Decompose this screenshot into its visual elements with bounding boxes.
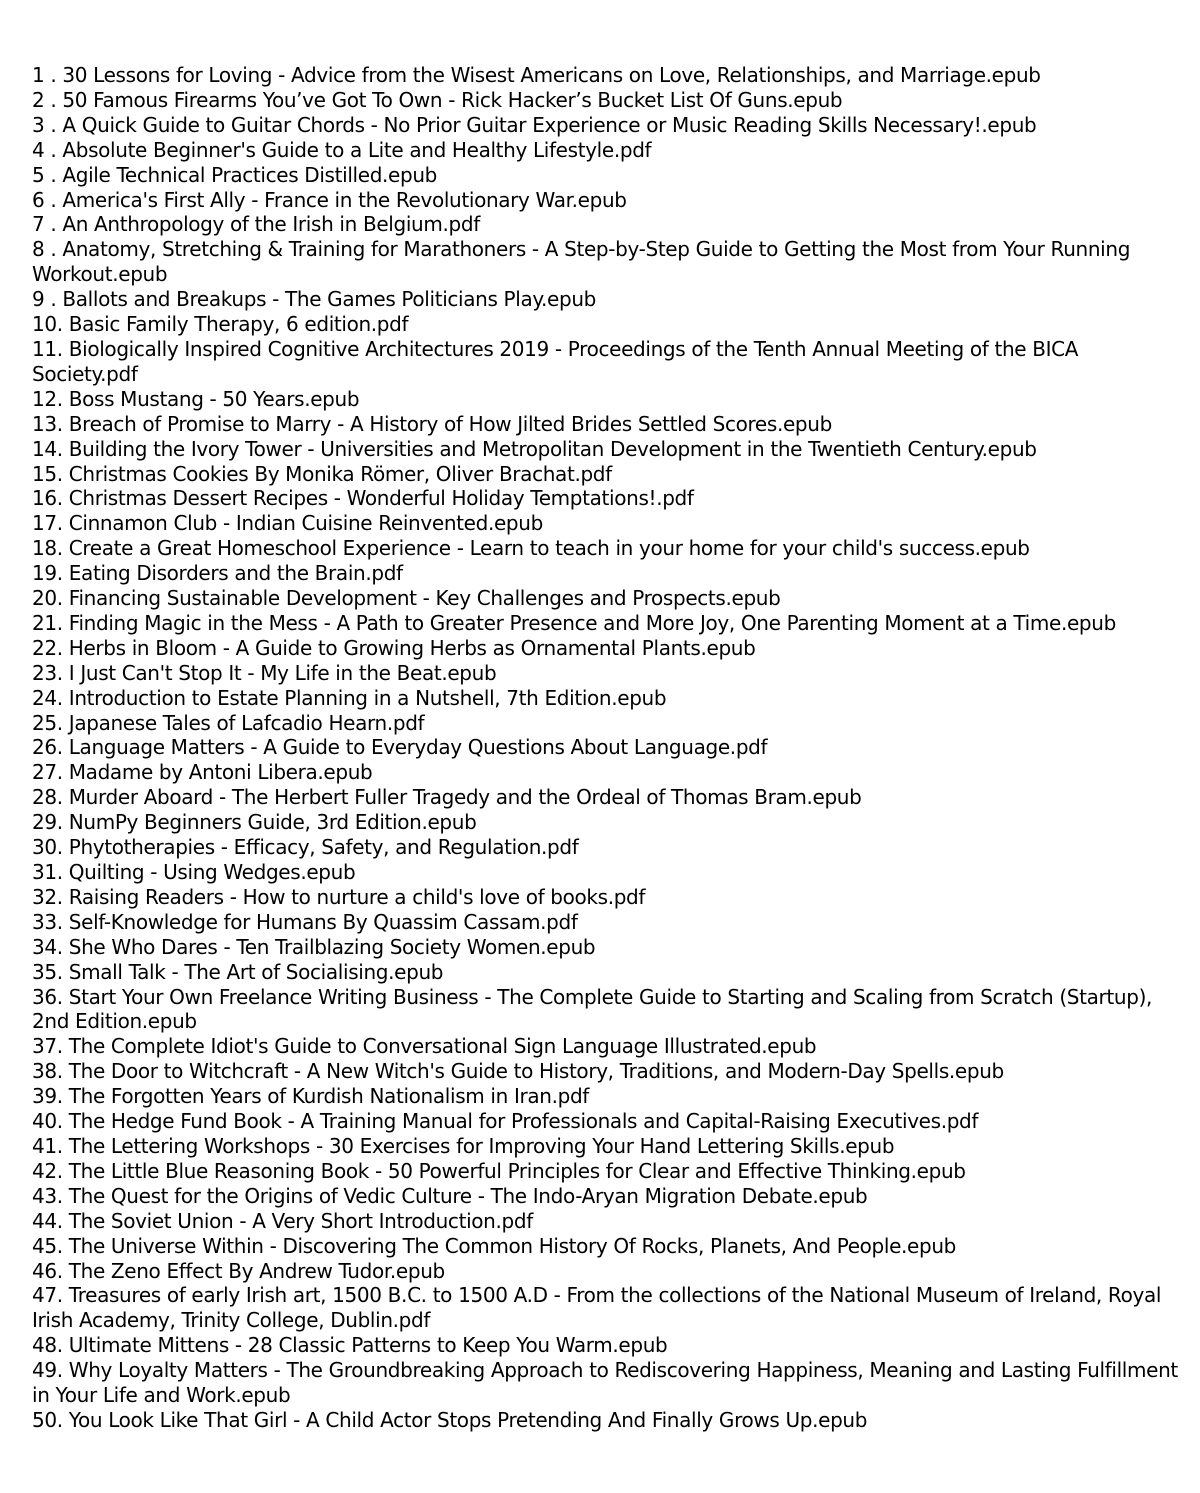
- list-item: 35. Small Talk - The Art of Socialising.epub: [32, 959, 444, 984]
- list-item: 29. NumPy Beginners Guide, 3rd Edition.epub: [32, 810, 477, 835]
- list-item: 39. The Forgotten Years of Kurdish Nationalism in Iran.pdf: [32, 1084, 589, 1109]
- list-item: 36. Start Your Own Freelance Writing Business - The Complete Guide to Starting and Scaling from Scratch (Startup), 2nd Edition.epub: [32, 984, 1153, 1034]
- list-item: 4 . Absolute Beginner's Guide to a Lite and Healthy Lifestyle.pdf: [32, 137, 652, 162]
- list-item: 37. The Complete Idiot's Guide to Conversational Sign Language Illustrated.epub: [32, 1034, 817, 1059]
- list-item: 16. Christmas Dessert Recipes - Wonderful Holiday Temptations!.pdf: [32, 486, 694, 511]
- list-item: 25. Japanese Tales of Lafcadio Hearn.pdf: [32, 710, 425, 735]
- list-item: 28. Murder Aboard - The Herbert Fuller Tragedy and the Ordeal of Thomas Bram.epub: [32, 785, 862, 810]
- list-item: 21. Finding Magic in the Mess - A Path to Greater Presence and More Joy, One Parenting Moment at a Time.epub: [32, 610, 1116, 635]
- list-item: 20. Financing Sustainable Development - Key Challenges and Prospects.epub: [32, 586, 781, 611]
- list-item: 49. Why Loyalty Matters - The Groundbreaking Approach to Rediscovering Happiness, Meaning and Lasting Fulfillment in Your Life and Work.epub: [32, 1358, 1178, 1408]
- list-item: 24. Introduction to Estate Planning in a Nutshell, 7th Edition.epub: [32, 685, 667, 710]
- list-item: 11. Biologically Inspired Cognitive Architectures 2019 - Proceedings of the Tenth Annual Meeting of the BICA Society.pdf: [32, 336, 1079, 386]
- list-item: 23. I Just Can't Stop It - My Life in the Beat.epub: [32, 660, 497, 685]
- list-item: 2 . 50 Famous Firearms You’ve Got To Own - Rick Hacker’s Bucket List Of Guns.epub: [32, 87, 843, 112]
- list-item: 3 . A Quick Guide to Guitar Chords - No Prior Guitar Experience or Music Reading Skills Necessary!.epub: [32, 112, 1037, 137]
- list-item: 8 . Anatomy, Stretching & Training for Marathoners - A Step-by-Step Guide to Getting the Most from Your Running Workout.epub: [32, 237, 1131, 287]
- list-item: 40. The Hedge Fund Book - A Training Manual for Professionals and Capital-Raising Executives.pdf: [32, 1109, 979, 1134]
- list-item: 44. The Soviet Union - A Very Short Introduction.pdf: [32, 1208, 533, 1233]
- list-item: 6 . America's First Ally - France in the Revolutionary War.epub: [32, 187, 627, 212]
- list-item: 34. She Who Dares - Ten Trailblazing Society Women.epub: [32, 934, 596, 959]
- list-item: 30. Phytotherapies - Efficacy, Safety, and Regulation.pdf: [32, 835, 579, 860]
- list-item: 10. Basic Family Therapy, 6 edition.pdf: [32, 312, 409, 337]
- list-item: 27. Madame by Antoni Libera.epub: [32, 760, 373, 785]
- list-item: 42. The Little Blue Reasoning Book - 50 Powerful Principles for Clear and Effective Thinking.epub: [32, 1158, 966, 1183]
- list-item: 43. The Quest for the Origins of Vedic Culture - The Indo-Aryan Migration Debate.epub: [32, 1183, 868, 1208]
- list-item: 45. The Universe Within - Discovering The Common History Of Rocks, Planets, And People.epub: [32, 1233, 957, 1258]
- list-item: 18. Create a Great Homeschool Experience - Learn to teach in your home for your child's success.epub: [32, 536, 1030, 561]
- list-item: 14. Building the Ivory Tower - Universities and Metropolitan Development in the Twentieth Century.epub: [32, 436, 1037, 461]
- list-item: 17. Cinnamon Club - Indian Cuisine Reinvented.epub: [32, 511, 543, 536]
- list-item: 7 . An Anthropology of the Irish in Belgium.pdf: [32, 212, 480, 237]
- list-item: 9 . Ballots and Breakups - The Games Politicians Play.epub: [32, 287, 596, 312]
- list-item: 1 . 30 Lessons for Loving - Advice from the Wisest Americans on Love, Relationships, and Marriage.epub: [32, 63, 1041, 87]
- list-item: 19. Eating Disorders and the Brain.pdf: [32, 561, 403, 586]
- list-item: 47. Treasures of early Irish art, 1500 B.C. to 1500 A.D - From the collections of the National Museum of Ireland, Royal Irish Academy, Trinity College, Dublin.pdf: [32, 1283, 1162, 1333]
- list-item: 15. Christmas Cookies By Monika Römer, Oliver Brachat.pdf: [32, 461, 612, 486]
- list-item: 32. Raising Readers - How to nurture a child's love of books.pdf: [32, 884, 646, 909]
- list-item: 31. Quilting - Using Wedges.epub: [32, 860, 356, 884]
- list-item: 12. Boss Mustang - 50 Years.epub: [32, 386, 360, 411]
- list-item: 33. Self-Knowledge for Humans By Quassim Cassam.pdf: [32, 909, 578, 934]
- list-item: 41. The Lettering Workshops - 30 Exercises for Improving Your Hand Lettering Skills.epub: [32, 1133, 895, 1158]
- book-file-list: [32, 63, 1182, 1433]
- list-item: 38. The Door to Witchcraft - A New Witch's Guide to History, Traditions, and Modern-Day Spells.epub: [32, 1059, 1004, 1084]
- list-item: 13. Breach of Promise to Marry - A History of How Jilted Brides Settled Scores.epub: [32, 411, 832, 436]
- list-item: 22. Herbs in Bloom - A Guide to Growing Herbs as Ornamental Plants.epub: [32, 635, 756, 660]
- list-item: 46. The Zeno Effect By Andrew Tudor.epub: [32, 1258, 445, 1283]
- list-item: 5 . Agile Technical Practices Distilled.epub: [32, 162, 438, 187]
- list-item: 48. Ultimate Mittens - 28 Classic Patterns to Keep You Warm.epub: [32, 1333, 668, 1358]
- document-page: [32, 63, 1182, 1433]
- list-item: 26. Language Matters - A Guide to Everyday Questions About Language.pdf: [32, 735, 768, 760]
- list-item: 50. You Look Like That Girl - A Child Actor Stops Pretending And Finally Grows Up.epub: [32, 1407, 868, 1432]
